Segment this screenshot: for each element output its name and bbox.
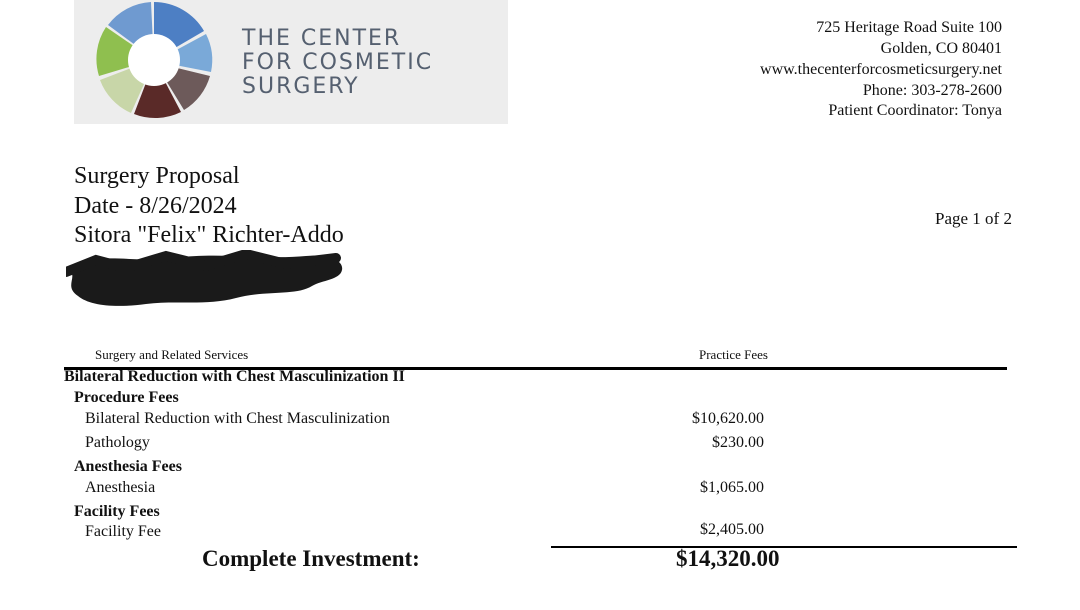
- proposal-title: Surgery Proposal: [74, 163, 240, 189]
- line-item-label: Facility Fee: [85, 523, 161, 540]
- address-website: www.thecenterforcosmeticsurgery.net: [760, 61, 1002, 78]
- logo-text-line-3: SURGERY: [242, 74, 360, 99]
- company-logo: [74, 0, 508, 124]
- total-value: $14,320.00: [676, 546, 780, 571]
- address-coordinator: Patient Coordinator: Tonya: [828, 102, 1002, 119]
- column-header-fees: Practice Fees: [699, 347, 768, 362]
- patient-name: Sitora "Felix" Richter-Addo: [74, 222, 344, 248]
- group-heading-procedure: Procedure Fees: [74, 389, 179, 406]
- total-label: Complete Investment:: [202, 546, 420, 571]
- line-item-fee: $2,405.00: [700, 521, 764, 538]
- logo-text-line-1: THE CENTER: [242, 26, 402, 51]
- line-item-label: Pathology: [85, 434, 150, 451]
- logo-text-line-2: FOR COSMETIC: [242, 50, 434, 75]
- address-city: Golden, CO 80401: [880, 40, 1002, 57]
- line-item-label: Anesthesia: [85, 479, 156, 496]
- redaction-mark: [66, 250, 346, 308]
- total-divider: [551, 546, 1017, 548]
- group-heading-anesthesia: Anesthesia Fees: [74, 458, 182, 475]
- line-item-fee: $1,065.00: [700, 479, 764, 496]
- address-street: 725 Heritage Road Suite 100: [816, 19, 1002, 36]
- line-item-fee: $10,620.00: [692, 410, 764, 427]
- column-header-services: Surgery and Related Services: [95, 347, 249, 362]
- page-number: Page 1 of 2: [935, 209, 1012, 228]
- proposal-date: Date - 8/26/2024: [74, 193, 237, 219]
- procedure-title: Bilateral Reduction with Chest Masculinization II: [64, 368, 405, 385]
- group-heading-facility: Facility Fees: [74, 503, 160, 520]
- line-item-fee: $230.00: [712, 434, 764, 451]
- logo-ring-icon: [80, 0, 230, 124]
- address-phone: Phone: 303-278-2600: [862, 82, 1002, 99]
- line-item-label: Bilateral Reduction with Chest Masculinization: [85, 410, 390, 427]
